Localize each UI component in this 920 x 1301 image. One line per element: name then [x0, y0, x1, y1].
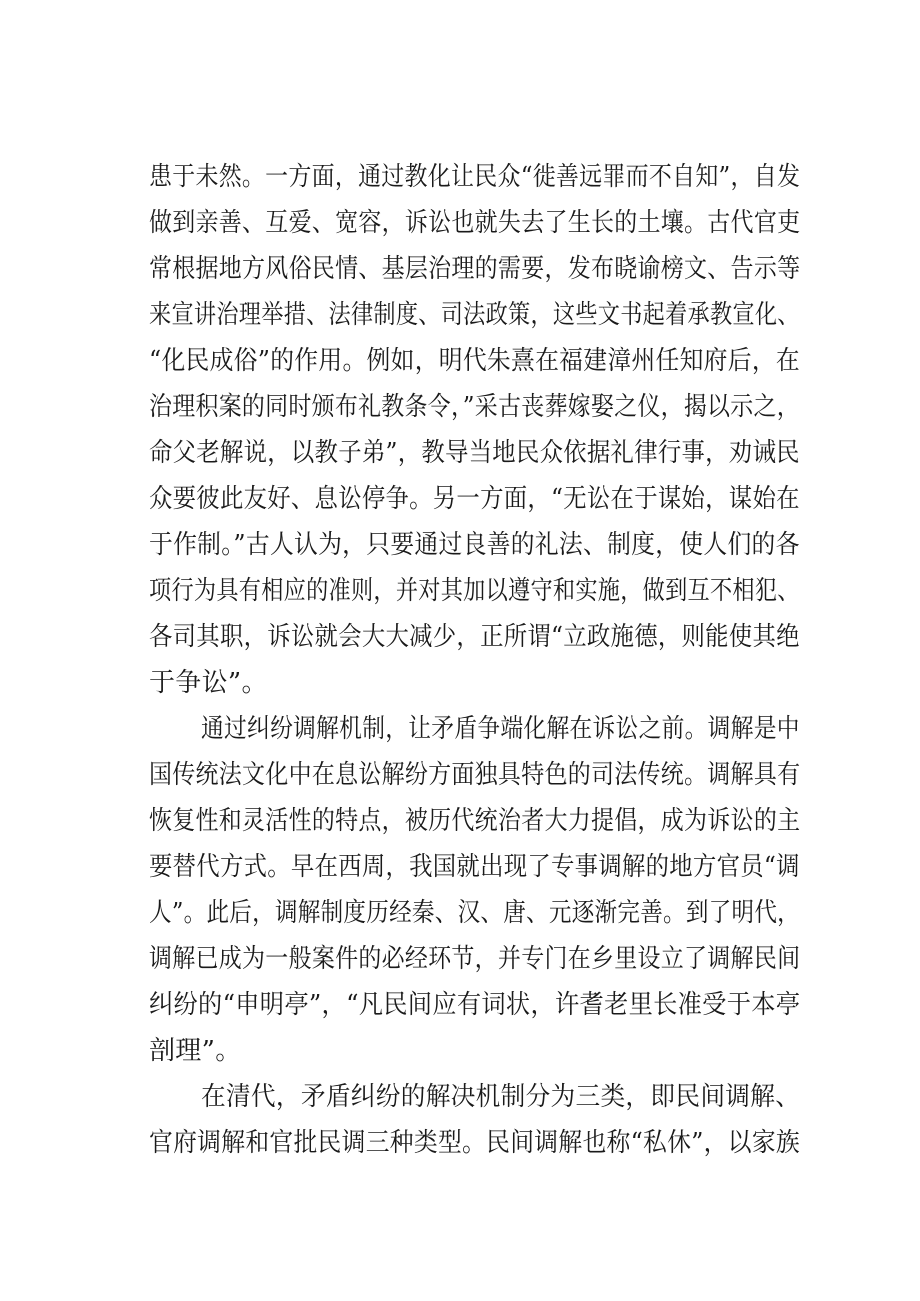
text-line: 命父老解说，以教子弟”，教导当地民众依据礼律行事，劝诫民 — [149, 438, 800, 468]
text-line: 做到亲善、互爱、宽容，诉讼也就失去了生长的土壤。古代官吏 — [149, 208, 801, 238]
text-line: 要替代方式。早在西周，我国就出现了专事调解的地方官员“调 — [149, 852, 800, 882]
paragraph-first-line: 通过纠纷调解机制，让矛盾争端化解在诉讼之前。调解是中 — [201, 714, 800, 744]
text-line: 项行为具有相应的准则，并对其加以遵守和实施，做到互不相犯、 — [149, 576, 800, 606]
text-line: 患于未然。一方面，通过教化让民众“徙善远罪而不自知”，自发 — [149, 162, 801, 192]
paragraph-first-line: 在清代，矛盾纠纷的解决机制分为三类，即民间调解、 — [201, 1082, 801, 1112]
text-line: 于争讼”。 — [149, 668, 268, 698]
text-line: 常根据地方风俗民情、基层治理的需要，发布晓谕榜文、告示等 — [149, 254, 801, 284]
text-line: “化民成俗”的作用。例如，明代朱熹在福建漳州任知府后，在 — [149, 346, 800, 376]
text-line: 恢复性和灵活性的特点，被历代统治者大力提倡，成为诉讼的主 — [149, 806, 801, 836]
text-line: 众要彼此友好、息讼停争。另一方面，“无讼在于谋始，谋始在 — [149, 484, 800, 514]
text-line: 官府调解和官批民调三种类型。民间调解也称“私休”，以家族 — [149, 1128, 800, 1158]
text-line: 国传统法文化中在息讼解纷方面独具特色的司法传统。调解具有 — [149, 760, 801, 790]
text-line: 人”。此后，调解制度历经秦、汉、唐、元逐渐完善。到了明代， — [149, 898, 800, 928]
text-line: 各司其职，诉讼就会大大减少，正所谓“立政施德，则能使其绝 — [149, 622, 800, 652]
text-line: 治理积案的同时颁布礼教条令，”采古丧葬嫁娶之仪，揭以示之， — [149, 392, 800, 422]
text-line: 剖理”。 — [149, 1036, 242, 1066]
text-line: 来宣讲治理举措、法律制度、司法政策，这些文书起着承教宣化、 — [149, 300, 800, 330]
text-line: 纠纷的“申明亭”，“凡民间应有词状，许耆老里长准受于本亭 — [149, 990, 801, 1020]
text-line: 调解已成为一般案件的必经环节，并专门在乡里设立了调解民间 — [149, 944, 801, 974]
text-line: 于作制。”古人认为，只要通过良善的礼法、制度，使人们的各 — [149, 530, 800, 560]
